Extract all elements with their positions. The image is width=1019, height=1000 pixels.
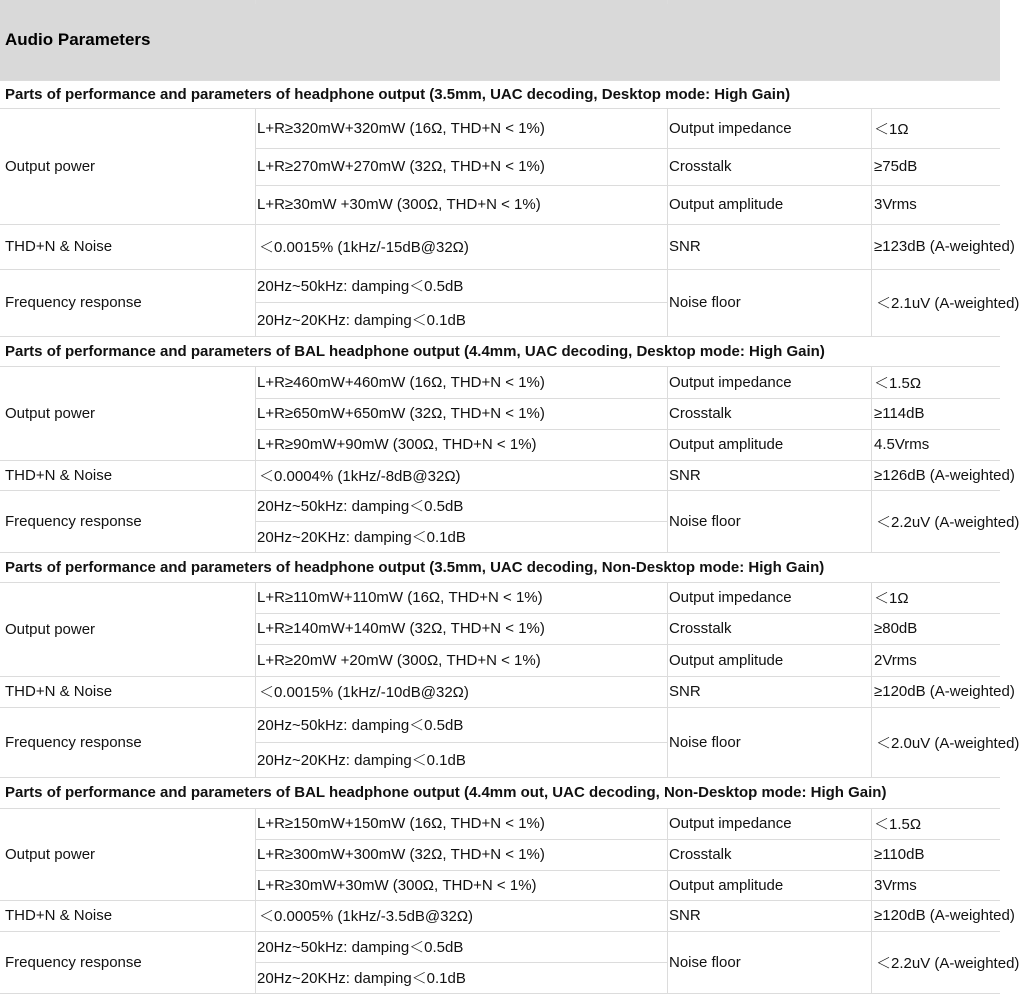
param-label: Crosstalk xyxy=(669,846,732,863)
noise-floor-value: ＜2.2uV (A-weighted) xyxy=(876,954,1019,972)
frequency-response-value: 20Hz~20KHz: damping＜0.1dB xyxy=(257,529,466,546)
row-divider xyxy=(255,521,667,522)
column-divider xyxy=(667,108,668,336)
output-power-label: Output power xyxy=(5,845,96,863)
row-divider xyxy=(255,148,1000,149)
row-divider xyxy=(0,552,1000,553)
param-label: Output amplitude xyxy=(669,436,784,453)
output-power-value: L+R≥320mW+320mW (16Ω, THD+N < 1%) xyxy=(257,119,545,137)
param-value: ≥80dB xyxy=(874,620,918,637)
thd-label: THD+N & Noise xyxy=(5,683,113,700)
param-value: 2Vrms xyxy=(874,651,917,669)
param-value: 4.5Vrms xyxy=(874,436,930,453)
frequency-response-label: Frequency response xyxy=(5,953,142,971)
column-divider xyxy=(667,366,668,552)
thd-label: THD+N & Noise xyxy=(5,907,113,924)
section-title: Parts of performance and parameters of headphone output (3.5mm, UAC decoding, Desktop mode: High Gain) xyxy=(5,85,791,103)
row-divider xyxy=(255,398,1000,399)
param-label: Crosstalk xyxy=(669,405,732,422)
row-divider xyxy=(255,962,667,963)
noise-floor-label: Noise floor xyxy=(669,294,741,311)
frequency-response-value: 20Hz~50kHz: damping＜0.5dB xyxy=(257,278,464,295)
output-power-value: L+R≥110mW+110mW (16Ω, THD+N < 1%) xyxy=(257,589,543,606)
output-power-value: L+R≥150mW+150mW (16Ω, THD+N < 1%) xyxy=(257,815,545,832)
output-power-label: Output power xyxy=(5,157,96,175)
param-value: ＜1Ω xyxy=(874,590,909,607)
snr-label: SNR xyxy=(669,907,701,924)
snr-label: SNR xyxy=(669,466,701,484)
page-title: Audio Parameters xyxy=(5,30,151,49)
frequency-response-value: 20Hz~20KHz: damping＜0.1dB xyxy=(257,970,466,987)
param-value: ≥110dB xyxy=(874,846,925,863)
param-label: Output amplitude xyxy=(669,651,784,669)
thd-value: ＜0.0015% (1kHz/-15dB@32Ω) xyxy=(259,239,469,256)
param-label: Output impedance xyxy=(669,373,792,391)
noise-floor-value: ＜2.0uV (A-weighted) xyxy=(876,734,1019,752)
output-power-value: L+R≥270mW+270mW (32Ω, THD+N < 1%) xyxy=(257,158,545,175)
row-divider xyxy=(255,870,1000,871)
param-label: Output impedance xyxy=(669,589,792,606)
noise-floor-value: ＜2.1uV (A-weighted) xyxy=(876,295,1019,312)
noise-floor-label: Noise floor xyxy=(669,512,741,530)
output-power-label: Output power xyxy=(5,620,96,638)
thd-label: THD+N & Noise xyxy=(5,466,113,484)
frequency-response-value: 20Hz~50kHz: damping＜0.5dB xyxy=(257,498,464,515)
frequency-response-value: 20Hz~50kHz: damping＜0.5dB xyxy=(257,939,464,956)
row-divider xyxy=(255,302,667,303)
section-title: Parts of performance and parameters of BAL headphone output (4.4mm, UAC decoding, Desktop mode: High Gain) xyxy=(5,342,825,360)
param-label: Output impedance xyxy=(669,815,792,832)
param-label: Crosstalk xyxy=(669,620,732,637)
output-power-value: L+R≥140mW+140mW (32Ω, THD+N < 1%) xyxy=(257,620,545,637)
output-power-value: L+R≥90mW+90mW (300Ω, THD+N < 1%) xyxy=(257,436,537,453)
frequency-response-label: Frequency response xyxy=(5,512,142,530)
output-power-value: L+R≥20mW +20mW (300Ω, THD+N < 1%) xyxy=(257,651,541,669)
noise-floor-label: Noise floor xyxy=(669,733,741,751)
row-divider xyxy=(255,742,667,743)
frequency-response-label: Frequency response xyxy=(5,733,142,751)
frequency-response-value: 20Hz~20KHz: damping＜0.1dB xyxy=(257,752,466,769)
thd-value: ＜0.0005% (1kHz/-3.5dB@32Ω) xyxy=(259,908,474,925)
param-value: ＜1Ω xyxy=(874,120,909,138)
row-divider xyxy=(255,185,1000,186)
row-divider xyxy=(0,80,1000,81)
output-power-value: L+R≥30mW+30mW (300Ω, THD+N < 1%) xyxy=(257,876,537,894)
snr-label: SNR xyxy=(669,238,701,255)
snr-value: ≥120dB (A-weighted) xyxy=(874,907,1015,924)
output-power-label: Output power xyxy=(5,404,96,422)
row-divider xyxy=(0,993,1000,994)
param-value: ＜1.5Ω xyxy=(874,816,922,833)
param-value: 3Vrms xyxy=(874,196,917,213)
top-divider xyxy=(667,0,668,4)
row-divider xyxy=(255,429,1000,430)
param-value: 3Vrms xyxy=(874,876,917,894)
param-value: ≥114dB xyxy=(874,405,925,422)
param-label: Output amplitude xyxy=(669,876,784,894)
section-title: Parts of performance and parameters of BAL headphone output (4.4mm out, UAC decoding, Non-Desktop mode: High Gain) xyxy=(5,784,887,801)
header-banner xyxy=(0,0,1000,80)
snr-value: ≥123dB (A-weighted) xyxy=(874,238,1015,255)
row-divider xyxy=(255,613,1000,614)
column-divider xyxy=(255,582,256,777)
snr-value: ≥120dB (A-weighted) xyxy=(874,683,1015,700)
row-divider xyxy=(255,644,1000,645)
column-divider xyxy=(667,582,668,777)
frequency-response-value: 20Hz~20KHz: damping＜0.1dB xyxy=(257,311,466,329)
output-power-value: L+R≥460mW+460mW (16Ω, THD+N < 1%) xyxy=(257,373,545,391)
param-label: Output impedance xyxy=(669,119,792,137)
output-power-value: L+R≥30mW +30mW (300Ω, THD+N < 1%) xyxy=(257,196,541,213)
top-divider xyxy=(255,0,256,4)
snr-label: SNR xyxy=(669,683,701,700)
row-divider xyxy=(255,839,1000,840)
output-power-value: L+R≥650mW+650mW (32Ω, THD+N < 1%) xyxy=(257,405,545,422)
column-divider xyxy=(255,366,256,552)
row-divider xyxy=(0,777,1000,778)
param-value: ≥75dB xyxy=(874,158,918,175)
param-label: Crosstalk xyxy=(669,158,732,175)
frequency-response-value: 20Hz~50kHz: damping＜0.5dB xyxy=(257,717,464,734)
noise-floor-label: Noise floor xyxy=(669,953,741,971)
param-label: Output amplitude xyxy=(669,196,784,213)
column-divider xyxy=(871,108,872,336)
output-power-value: L+R≥300mW+300mW (32Ω, THD+N < 1%) xyxy=(257,846,545,863)
thd-label: THD+N & Noise xyxy=(5,238,113,255)
section-title: Parts of performance and parameters of headphone output (3.5mm, UAC decoding, Non-Desktop mode: High Gain) xyxy=(5,558,825,576)
row-divider xyxy=(0,336,1000,337)
column-divider xyxy=(871,582,872,777)
noise-floor-value: ＜2.2uV (A-weighted) xyxy=(876,513,1019,531)
column-divider xyxy=(871,366,872,552)
thd-value: ＜0.0015% (1kHz/-10dB@32Ω) xyxy=(259,684,469,701)
snr-value: ≥126dB (A-weighted) xyxy=(874,466,1015,484)
frequency-response-label: Frequency response xyxy=(5,294,142,311)
thd-value: ＜0.0004% (1kHz/-8dB@32Ω) xyxy=(259,467,461,485)
param-value: ＜1.5Ω xyxy=(874,374,922,392)
